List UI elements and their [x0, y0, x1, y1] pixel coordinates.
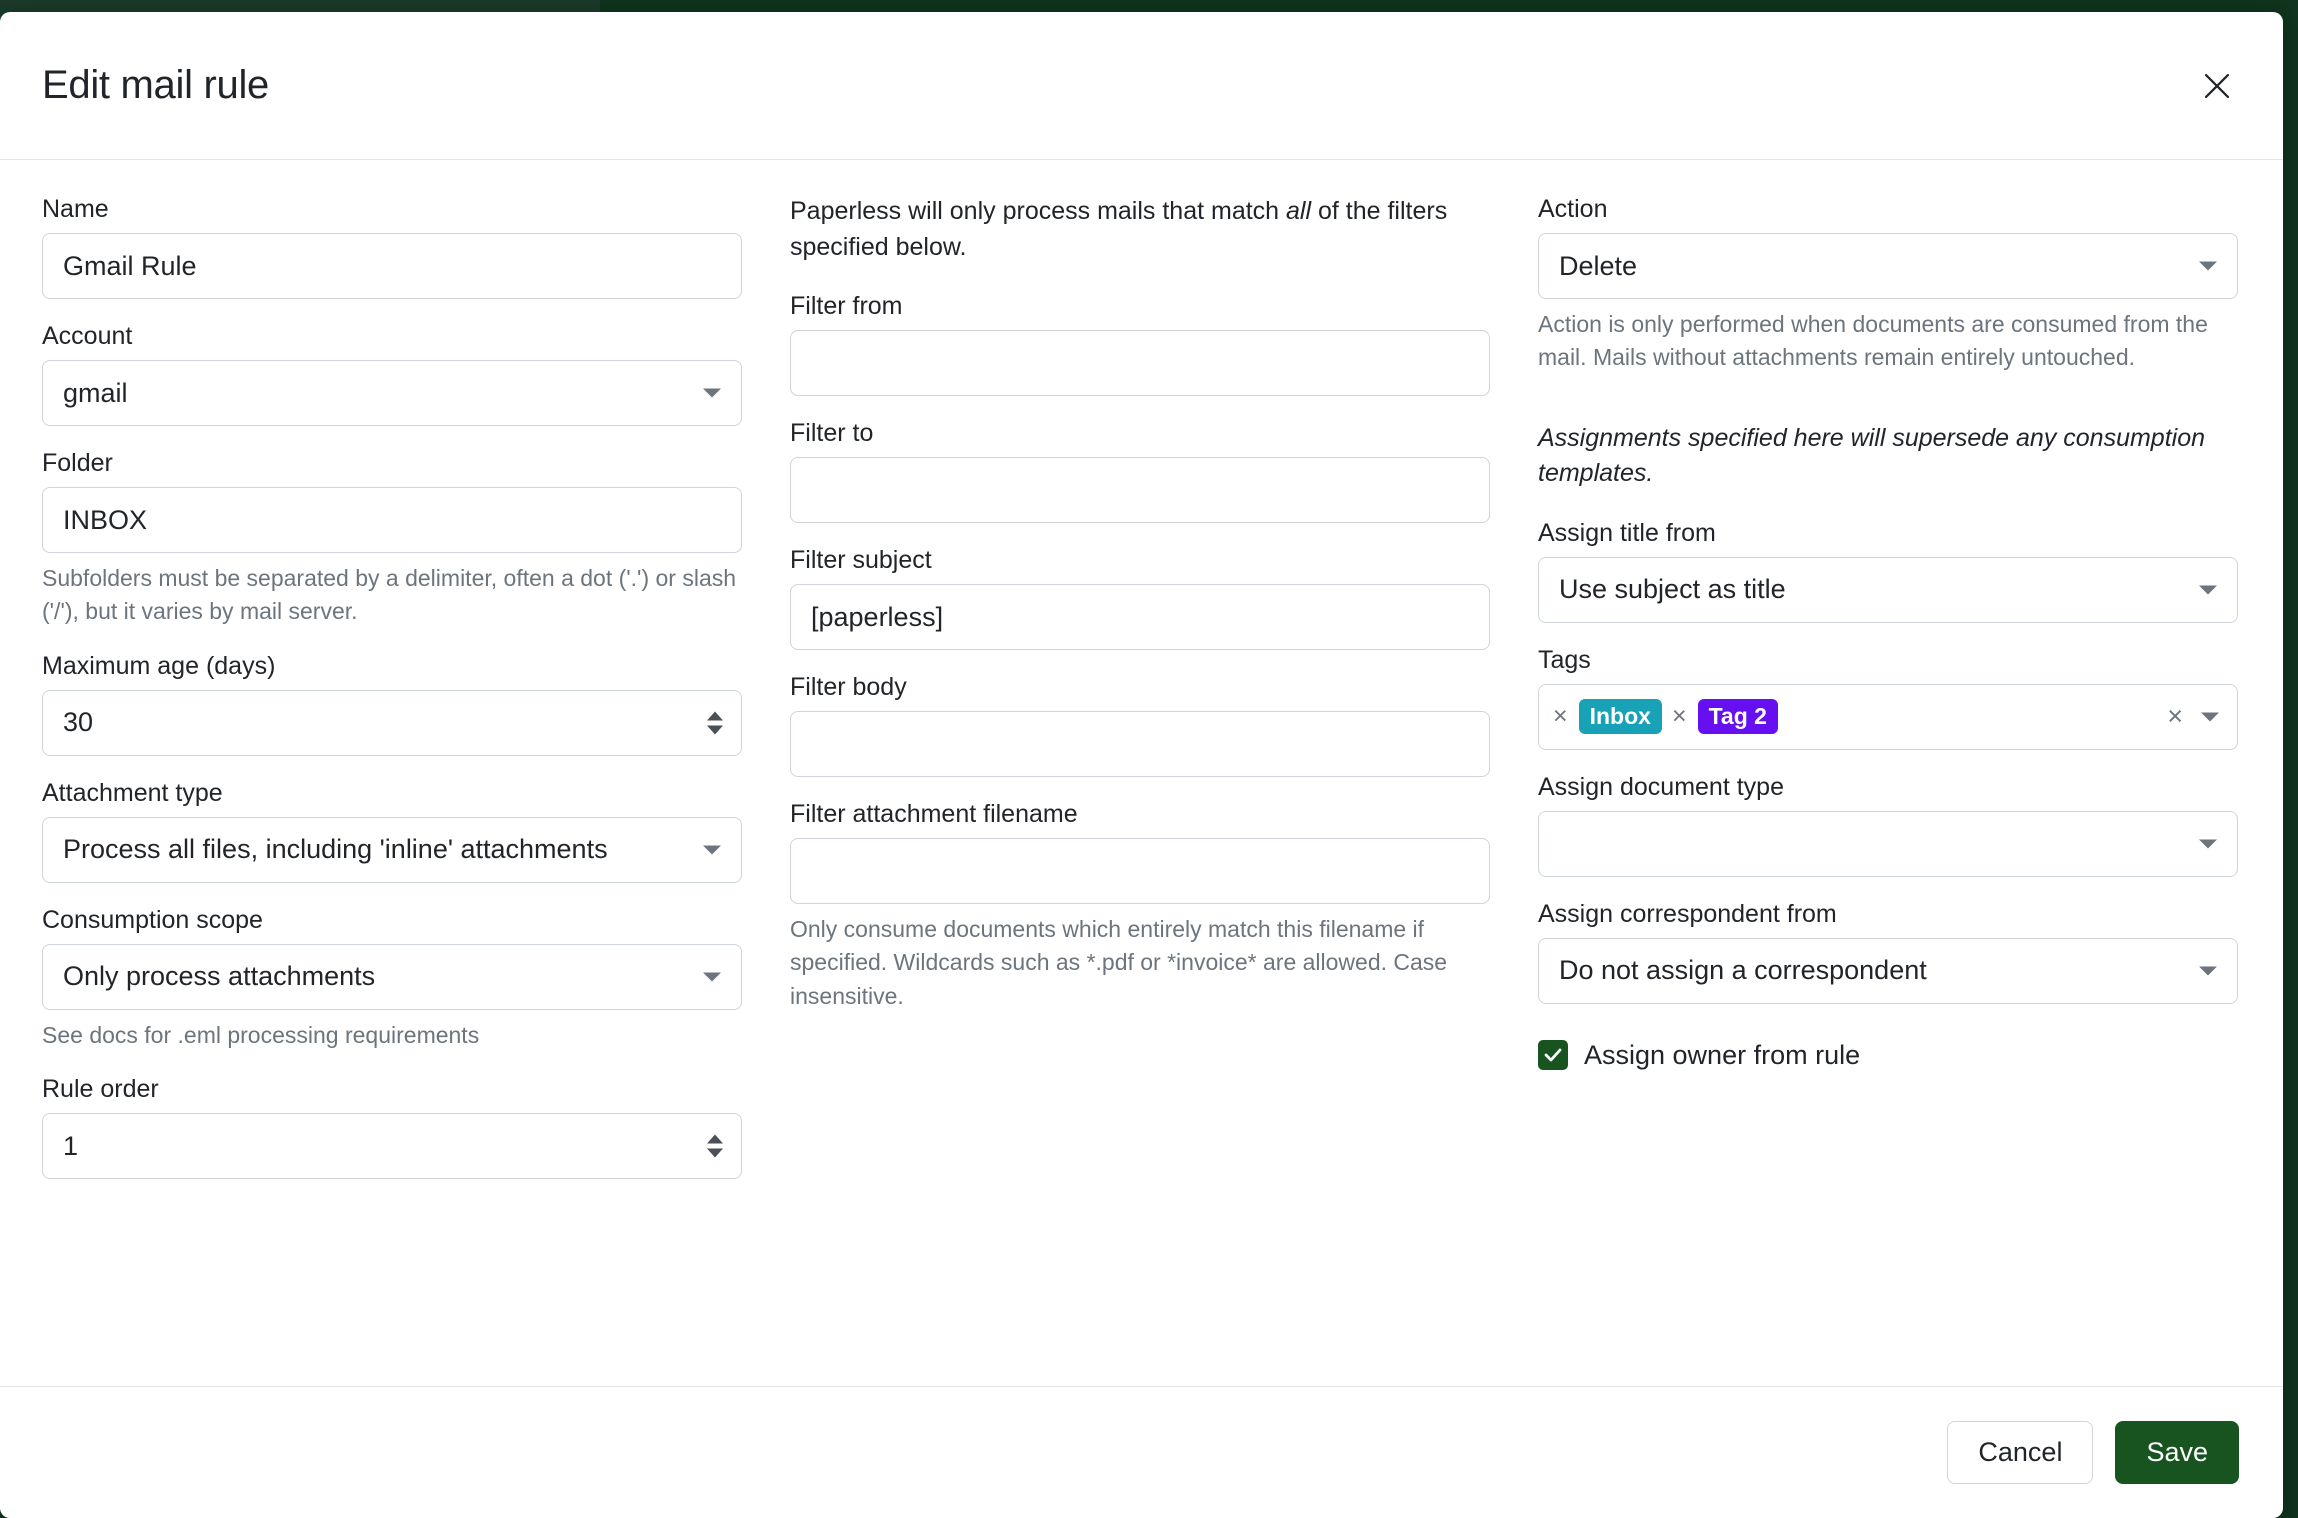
rule-order-value: 1 — [63, 1130, 79, 1161]
field-name — [42, 194, 742, 299]
assign-correspondent-from-value: Do not assign a correspondent — [1559, 955, 1927, 986]
assignments-note: Assignments specified here will supersede any consumption templates. — [1538, 423, 2206, 488]
filter-attachment-filename-label: Filter attachment filename — [790, 800, 1078, 828]
column-general — [42, 194, 742, 1201]
chevron-down-icon — [2199, 262, 2217, 271]
consumption-scope-select[interactable] — [42, 944, 742, 1010]
rule-order-stepper[interactable] — [42, 1113, 742, 1179]
tag-item[interactable] — [1553, 699, 1662, 734]
filter-from-input[interactable] — [790, 330, 1490, 396]
maximum-age-value: 30 — [63, 707, 94, 738]
chevron-down-icon — [703, 845, 721, 854]
field-tags — [1538, 645, 2238, 750]
assign-owner-label: Assign owner from rule — [1584, 1039, 1861, 1070]
column-actions — [1538, 194, 2238, 1071]
column-filters — [790, 194, 1490, 1035]
close-icon[interactable] — [2195, 64, 2239, 108]
consumption-scope-label: Consumption scope — [42, 905, 263, 934]
assign-correspondent-from-label: Assign correspondent from — [1538, 899, 1837, 928]
filter-body-input[interactable] — [790, 711, 1490, 777]
remove-tag-icon[interactable]: × — [1553, 702, 1568, 731]
tag-pill-0: Inbox — [1579, 699, 1662, 734]
field-attachment-type — [42, 778, 742, 883]
edit-mail-rule-dialog — [0, 12, 2283, 1518]
attachment-type-select[interactable] — [42, 817, 742, 883]
filters-intro-post: of the filters specified below. — [790, 197, 1448, 261]
chevron-down-icon — [703, 972, 721, 981]
field-filter-to — [790, 418, 1490, 523]
tag-pill-1: Tag 2 — [1698, 699, 1778, 734]
field-assign-correspondent-from — [1538, 899, 2238, 1004]
filters-intro-pre: Paperless will only process mails that match — [790, 197, 1287, 225]
rule-order-label: Rule order — [42, 1075, 159, 1104]
filters-intro-text — [790, 194, 1490, 265]
folder-label: Folder — [42, 449, 113, 477]
action-label: Action — [1538, 195, 1608, 223]
cancel-button[interactable]: Cancel — [1947, 1421, 2093, 1483]
action-select[interactable] — [1538, 233, 2238, 299]
tags-controls — [2167, 701, 2225, 732]
clear-icon[interactable]: × — [2167, 701, 2183, 732]
field-assign-document-type — [1538, 772, 2238, 877]
dialog-footer — [0, 1386, 2283, 1518]
stepper-arrows-icon[interactable] — [707, 711, 723, 734]
chevron-down-icon[interactable] — [2201, 712, 2219, 721]
chevron-down-icon — [2199, 585, 2217, 594]
action-help-text: Action is only performed when documents are consumed from the mail. Mails without attachments remain entirely untouched. — [1538, 311, 2208, 371]
filter-subject-label: Filter subject — [790, 546, 932, 574]
consumption-scope-help-text: See docs for .eml processing requirements — [42, 1021, 480, 1048]
page-title: Edit mail rule — [42, 63, 269, 107]
field-action — [1538, 194, 2238, 375]
filter-subject-input[interactable]: [paperless] — [790, 584, 1490, 650]
save-button[interactable]: Save — [2115, 1421, 2239, 1483]
chevron-down-icon — [2199, 966, 2217, 975]
field-folder — [42, 448, 742, 629]
filter-to-label: Filter to — [790, 419, 874, 447]
folder-input[interactable]: INBOX — [42, 487, 742, 553]
field-rule-order — [42, 1074, 742, 1179]
name-label: Name — [42, 195, 109, 223]
attachment-type-value: Process all files, including 'inline' attachments — [63, 834, 608, 865]
assign-correspondent-from-select[interactable] — [1538, 938, 2238, 1004]
filters-intro-emphasis: all — [1286, 197, 1312, 225]
field-account — [42, 321, 742, 426]
assign-owner-checkbox[interactable] — [1538, 1040, 1568, 1070]
filter-attachment-filename-input[interactable] — [790, 838, 1490, 904]
assign-title-from-select[interactable] — [1538, 557, 2238, 623]
field-consumption-scope — [42, 905, 742, 1052]
filter-to-input[interactable] — [790, 457, 1490, 523]
assign-owner-from-rule-row[interactable] — [1538, 1040, 2238, 1071]
account-select[interactable] — [42, 360, 742, 426]
assign-document-type-label: Assign document type — [1538, 772, 1784, 801]
stepper-arrows-icon[interactable] — [707, 1135, 723, 1158]
field-filter-subject — [790, 545, 1490, 650]
field-maximum-age — [42, 651, 742, 756]
field-filter-attachment-filename — [790, 799, 1490, 1013]
chevron-down-icon — [703, 389, 721, 398]
dialog-header — [0, 12, 2283, 160]
attachment-type-label: Attachment type — [42, 778, 223, 807]
maximum-age-stepper[interactable] — [42, 690, 742, 756]
folder-help-text: Subfolders must be separated by a delimiter, often a dot ('.') or slash ('/'), but it varies by mail server. — [42, 565, 737, 625]
assign-title-from-label: Assign title from — [1538, 518, 1716, 547]
field-filter-body — [790, 672, 1490, 777]
filter-from-label: Filter from — [790, 292, 903, 320]
field-filter-from — [790, 291, 1490, 396]
assign-title-from-value: Use subject as title — [1559, 574, 1786, 605]
consumption-scope-value: Only process attachments — [63, 961, 376, 992]
filter-body-label: Filter body — [790, 673, 907, 701]
tag-item[interactable] — [1672, 699, 1778, 734]
chevron-down-icon — [2199, 839, 2217, 848]
filter-attachment-help-text: Only consume documents which entirely match this filename if specified. Wildcards such as *.pdf or *invoice* are allowed. Case insensitive. — [790, 916, 1448, 1009]
account-value: gmail — [63, 377, 128, 408]
action-value: Delete — [1559, 250, 1638, 281]
field-assign-title-from — [1538, 518, 2238, 623]
name-input[interactable]: Gmail Rule — [42, 233, 742, 299]
tags-label: Tags — [1538, 645, 1591, 674]
assign-document-type-select[interactable] — [1538, 811, 2238, 877]
maximum-age-label: Maximum age (days) — [42, 651, 276, 680]
account-label: Account — [42, 322, 133, 350]
dialog-body — [0, 160, 2283, 1386]
tags-multiselect[interactable] — [1538, 684, 2238, 750]
remove-tag-icon[interactable]: × — [1671, 702, 1687, 731]
